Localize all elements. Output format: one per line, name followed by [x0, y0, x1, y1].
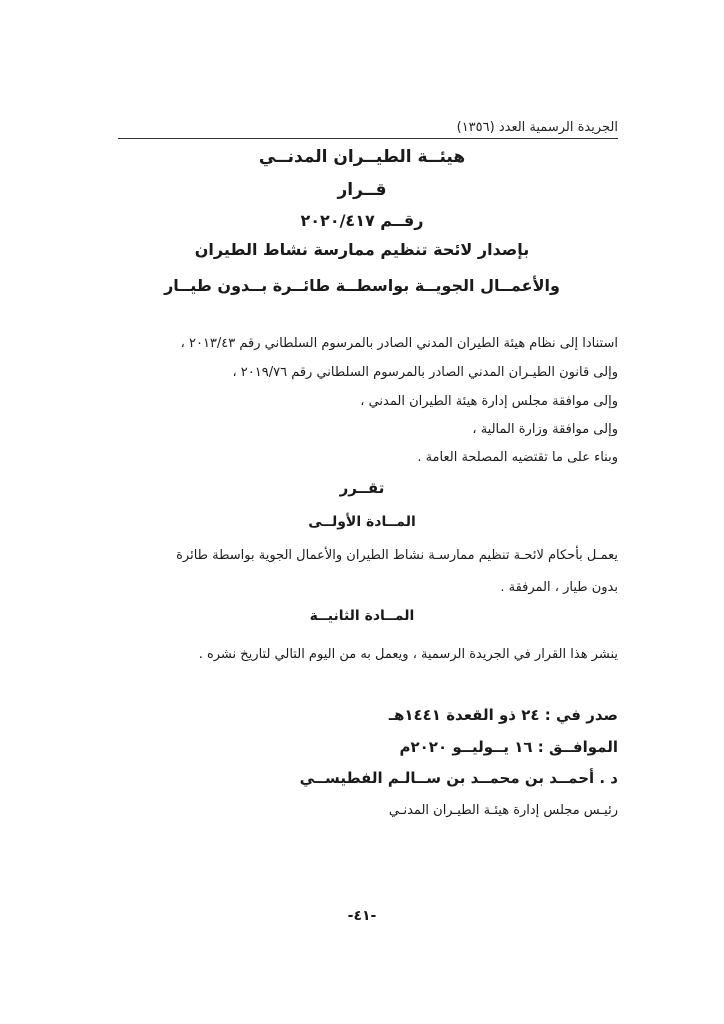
article-1-text-line-2: بدون طيار ، المرفقة .	[500, 580, 618, 595]
running-header: الجريدة الرسمية العدد (١٣٥٦)	[456, 120, 618, 135]
article-1-heading: المــادة الأولــى	[308, 514, 416, 530]
article-1-text-line-1: يعمـل بأحكام لائحـة تنظيم ممارسـة نشاط الطيران والأعمال الجوية بواسطة طائرة	[176, 548, 618, 563]
article-2-text: ينشر هذا القرار في الجريدة الرسمية ، ويعمل به من اليوم التالي لتاريخ نشره .	[198, 647, 618, 662]
decision-heading: قــرار	[337, 180, 387, 200]
article-2-heading: المــادة الثانيــة	[309, 608, 415, 624]
preamble-line: وبناء على ما تقتضيه المصلحة العامة .	[417, 450, 618, 465]
resolves-heading: تقــرر	[339, 479, 385, 497]
signatory-title: رئيـس مجلس إدارة هيئـة الطيـران المدنـي	[388, 803, 618, 818]
page-number: -٤١-	[347, 908, 377, 924]
issuing-authority: هيئــة الطيــران المدنــي	[258, 147, 466, 167]
preamble-line: وإلى قانون الطيـران المدني الصادر بالمرسوم السلطاني رقم ٢٠١٩/٧٦ ،	[232, 365, 618, 380]
signatory-name: د . أحمــد بن محمــد بن ســالـم الفطيســي	[299, 769, 618, 787]
decision-subject-line-1: بإصدار لائحة تنظيم ممارسة نشاط الطيران	[194, 240, 530, 259]
issued-date-gregorian: الموافــق : ١٦ يــوليــو ٢٠٢٠م	[399, 738, 618, 756]
decision-subject-line-2: والأعمــال الجويــة بواسطــة طائــرة بــدون طيــار	[164, 276, 560, 295]
decision-number: رقــم ٢٠٢٠/٤١٧	[300, 211, 424, 230]
issued-date-hijri: صدر في : ٢٤ ذو القعدة ١٤٤١هـ	[388, 706, 618, 724]
preamble-line: وإلى موافقة وزارة المالية ،	[472, 422, 618, 437]
preamble-line: وإلى موافقة مجلس إدارة هيئة الطيران المدني ،	[360, 394, 618, 409]
header-rule	[118, 138, 618, 139]
preamble-line: استنادا إلى نظام هيئة الطيران المدني الصادر بالمرسوم السلطاني رقم ٢٠١٣/٤٣ ،	[180, 336, 618, 351]
